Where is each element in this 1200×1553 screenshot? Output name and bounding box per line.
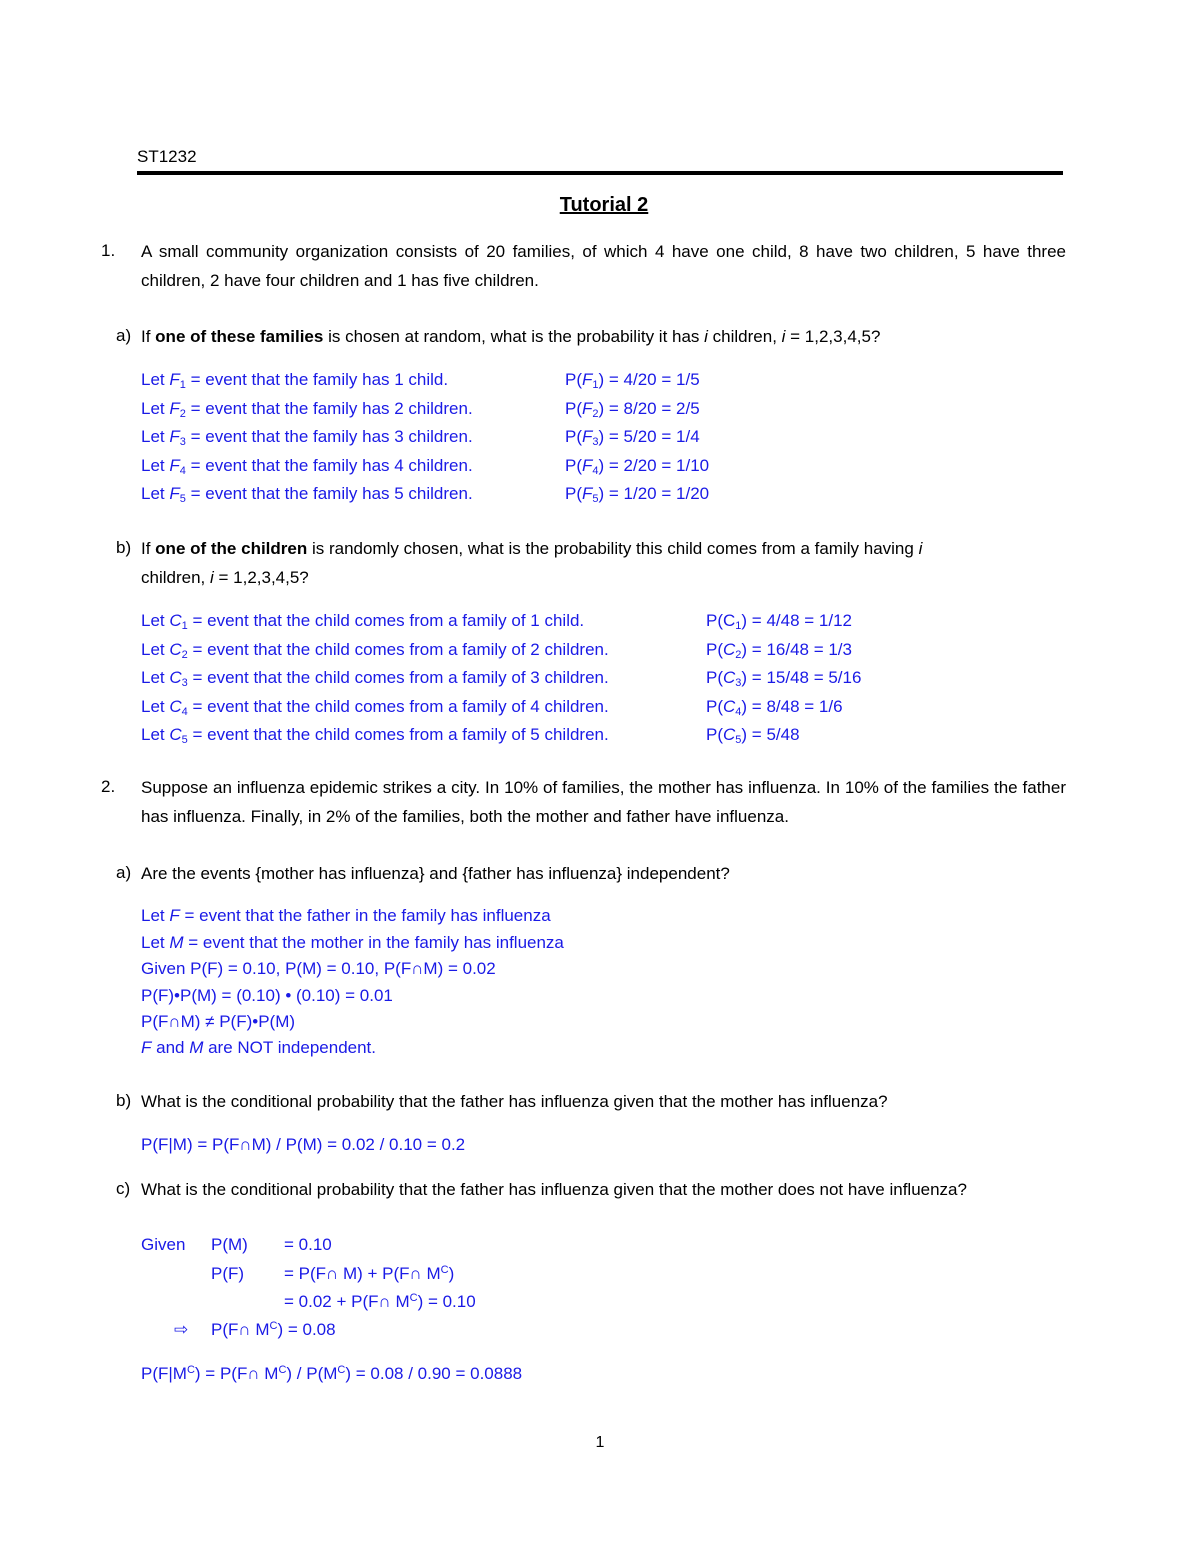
final-answer: $P(F|M^C)$ = P(F∩ $M^C) / P(M^C) = 0.08 / 0.90 = 0.0888$ <box>141 1364 523 1383</box>
event-definition: Let $F_5$ = event that the family has 5 children. <box>141 484 473 505</box>
subpart-label: c) <box>116 1179 131 1198</box>
header-rule <box>137 171 1063 175</box>
probability-value: $P(C_4) = 8/48 = 1/6$ <box>706 696 843 718</box>
answer-lhs: P(F) <box>211 1264 245 1283</box>
event-definition: Let $C_1$ = event that the child comes from a family of 1 child. <box>141 611 585 632</box>
answer-rhs: = 0.02 + P(F∩ $M^C) = 0.10$ <box>284 1292 476 1311</box>
event-definition: Let $F_2$ = event that the family has 2 children. <box>141 398 473 420</box>
subpart-label: a) <box>116 863 132 882</box>
event-definition: Let $F_3$ = event that the family has 3 children. <box>141 427 473 448</box>
probability-value: $P(F_4) = 2/20 = 1/10$ <box>565 455 710 477</box>
answer-line: Let F = event that the father in the family has influenza <box>141 906 551 925</box>
event-definition: Let $C_5$ = event that the child comes from a family of 5 children. <box>141 725 609 746</box>
given-label: Given <box>141 1235 186 1254</box>
subpart-question: Are the events {mother has influenza} and {father has influenza} independent? <box>141 864 730 883</box>
answer-lhs: P(M) <box>211 1235 248 1254</box>
probability-value: $P(F_5) = 1/20 = 1/20$ <box>565 484 710 505</box>
probability-value: $P(C_2) = 16/48 = 1/3$ <box>706 639 852 661</box>
question-text: A small community organization consists of 20 families, of which 4 have one child, 8 have two children, 5 have three children, 2 have four children and 1 has five children. <box>141 242 1066 290</box>
page-title: Tutorial 2 <box>559 194 649 216</box>
probability-value: $P(F_2) = 8/20 = 2/5$ <box>565 398 700 420</box>
event-definition: Let $C_3$ = event that the child comes from a family of 3 children. <box>141 668 609 689</box>
subpart-label: a) <box>116 326 132 345</box>
probability-value: $P(F_3) = 5/20 = 1/4$ <box>565 427 700 448</box>
event-definition: Let $C_2$ = event that the child comes from a family of 2 children. <box>141 639 609 661</box>
answer-line: Given P(F) = 0.10, P(M) = 0.10, P(F∩M) = 0.02 <box>141 959 496 978</box>
subpart-question: What is the conditional probability that the father has influenza given that the mother has influenza? <box>141 1092 888 1111</box>
question-number: 2. <box>101 777 116 796</box>
probability-value: $P(C_1) = 4/48 = 1/12$ <box>706 611 852 632</box>
subpart-label: b) <box>116 1091 132 1110</box>
probability-value: $P(C_5) = 5/48$ <box>706 725 800 746</box>
page-number: 1 <box>595 1434 605 1451</box>
event-definition: Let $F_4$ = event that the family has 4 children. <box>141 455 473 477</box>
answer-line: P(F|M) = P(F∩M) / P(M) = 0.02 / 0.10 = 0.2 <box>141 1135 466 1154</box>
probability-value: $P(C_3) = 15/48 = 5/16$ <box>706 668 862 689</box>
subpart-question: What is the conditional probability that the father has influenza given that the mother does not have influenza? <box>141 1180 967 1199</box>
answer-line: P(F∩M) ≠ P(F)•P(M) <box>141 1012 296 1031</box>
implies-arrow-icon: ⇨ <box>174 1320 189 1339</box>
subpart-question: If one of the children is randomly chosen, what is the probability this child comes from a family having i children, i = 1,2,3,4,5? <box>141 539 923 587</box>
subpart-question: If one of these families is chosen at random, what is the probability it has i children, i = 1,2,3,4,5? <box>141 327 881 346</box>
answer-rhs: = P(F∩ M) + P(F∩ $M^C$) <box>284 1264 455 1283</box>
answer-line: F and M are NOT independent. <box>141 1038 377 1057</box>
answer-line: Let M = event that the mother in the family has influenza <box>141 933 564 952</box>
answer-line: P(F)•P(M) = (0.10) • (0.10) = 0.01 <box>141 986 393 1005</box>
question-number: 1. <box>101 241 116 260</box>
probability-value: $P(F_1) = 4/20 = 1/5$ <box>565 370 700 391</box>
answer-rhs: = 0.10 <box>284 1235 332 1254</box>
event-definition: Let $C_4$ = event that the child comes from a family of 4 children. <box>141 696 609 718</box>
subpart-label: b) <box>116 538 132 557</box>
event-definition: Let $F_1$ = event that the family has 1 child. <box>141 370 449 391</box>
answer-line: P(F∩ $M^C) = 0.08$ <box>211 1320 336 1339</box>
course-code: ST1232 <box>137 147 197 166</box>
question-text: Suppose an influenza epidemic strikes a city. In 10% of families, the mother has influenza. In 10% of the families the father has influenza. Finally, in 2% of the families, both the mother and father have influenza. <box>141 778 1066 826</box>
